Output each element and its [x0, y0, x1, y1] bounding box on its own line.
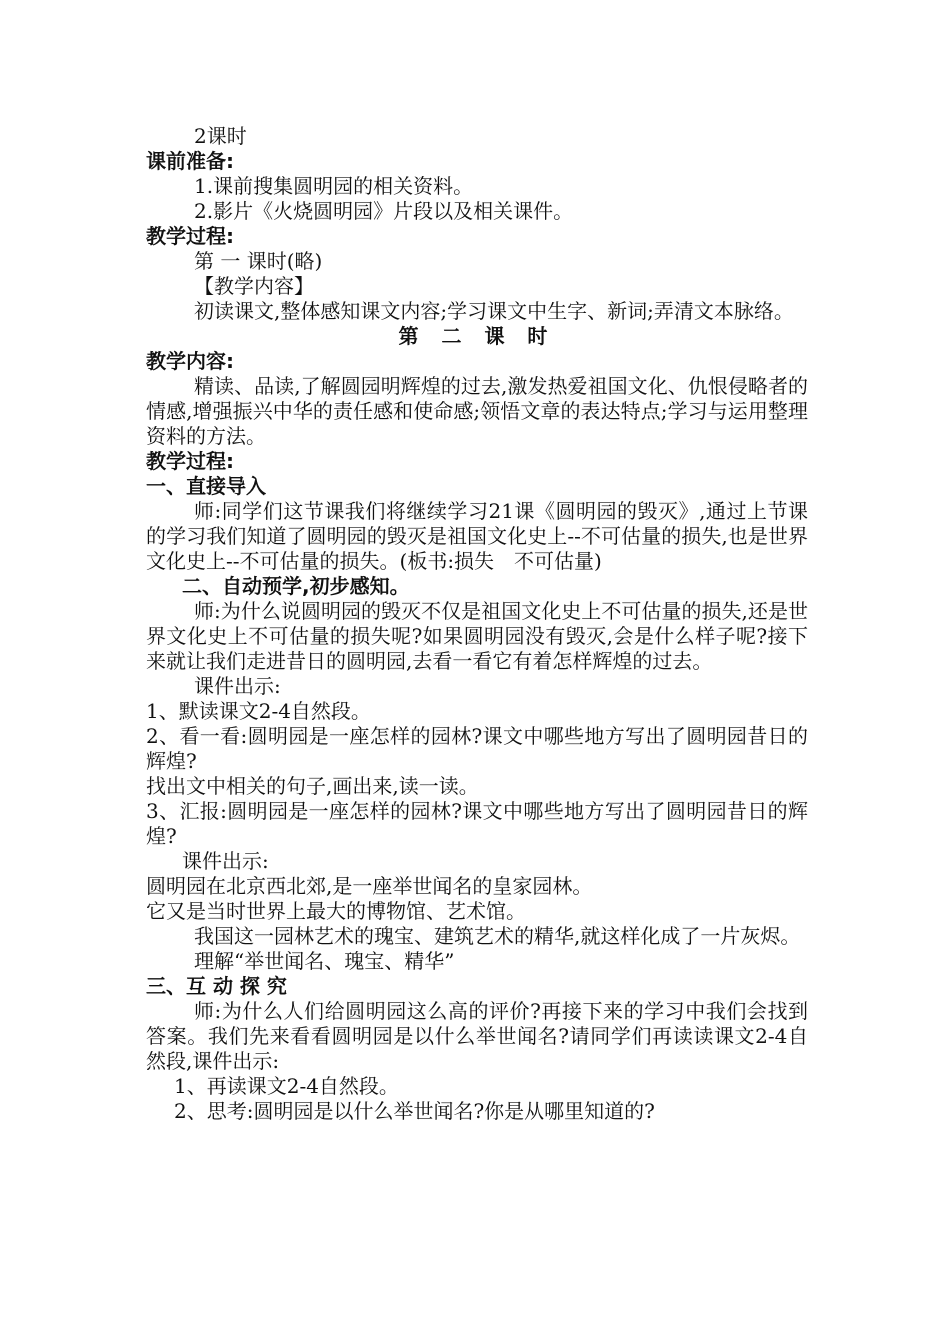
section-3-heading: 三、互 动 探 究 [146, 974, 287, 998]
task-item-3: 3、汇报:圆明园是一座怎样的园林?课文中哪些地方写出了圆明园昔日的辉煌? [146, 799, 808, 848]
class-hours: 2课时 [194, 124, 247, 148]
task-item-1: 1、默读课文2-4自然段。 [146, 699, 371, 723]
section-2-text: 师:为什么说圆明园的毁灭不仅是祖国文化史上不可估量的损失,还是世界文化史上不可估量的损失呢?如果圆明园没有毁灭,会是什么样子呢?接下来就让我们走进昔日的圆明园,去看一看它有着怎样辉煌的过去。 [146, 599, 808, 673]
second-lesson-content: 精读、品读,了解圆园明辉煌的过去,激发热爱祖国文化、仇恨侵略者的情感,增强振兴中华的责任感和使命感;领悟文章的表达特点;学习与运用整理资料的方法。 [146, 374, 808, 448]
section-2-heading: 二、自动预学,初步感知。 [182, 574, 410, 598]
first-lesson-label: 第 一 课时(略) [194, 249, 323, 273]
section-1-text: 师:同学们这节课我们将继续学习21课《圆明园的毁灭》,通过上节课的学习我们知道了圆明园的毁灭是祖国文化史上--不可估量的损失,也是世界文化史上--不可估量的损失。(板书:损失 不可估量) [146, 499, 808, 573]
section-3-text: 师:为什么人们给圆明园这么高的评价?再接下来的学习中我们会找到答案。我们先来看看圆明园是以什么举世闻名?请同学们再读读课文2-4自然段,课件出示: [146, 999, 808, 1073]
sub-item-2: 2、思考:圆明园是以什么举世闻名?你是从哪里知道的? [174, 1099, 655, 1123]
content-bracket-label: 【教学内容】 [194, 274, 314, 298]
prep-heading: 课前准备: [146, 149, 234, 173]
courseware-label-2: 课件出示: [182, 849, 269, 873]
prep-item-2: 2.影片《火烧圆明园》片段以及相关课件。 [194, 199, 574, 223]
task-item-2: 2、看一看:圆明园是一座怎样的园林?课文中哪些地方写出了圆明园昔日的辉煌? [146, 724, 808, 773]
section-1-heading: 一、直接导入 [146, 474, 266, 498]
sub-item-1: 1、再读课文2-4自然段。 [174, 1074, 399, 1098]
second-lesson-title: 第 二 课 时 [398, 324, 556, 348]
process-heading-1: 教学过程: [146, 224, 234, 248]
content-heading: 教学内容: [146, 349, 234, 373]
first-lesson-content: 初读课文,整体感知课文内容;学习课文中生字、新词;弄清文本脉络。 [194, 299, 794, 323]
process-heading-2: 教学过程: [146, 449, 234, 473]
task-item-2b: 找出文中相关的句子,画出来,读一读。 [146, 774, 479, 798]
prep-item-1: 1.课前搜集圆明园的相关资料。 [194, 174, 474, 198]
quote-2: 它又是当时世界上最大的博物馆、艺术馆。 [146, 899, 526, 923]
quote-3: 我国这一园林艺术的瑰宝、建筑艺术的精华,就这样化成了一片灰烬。 [194, 924, 801, 948]
document-page [146, 124, 808, 1124]
quote-1: 圆明园在北京西北郊,是一座举世闻名的皇家园林。 [146, 874, 593, 898]
courseware-label-1: 课件出示: [194, 674, 281, 698]
understand-line: 理解“举世闻名、瑰宝、精华” [194, 949, 455, 973]
